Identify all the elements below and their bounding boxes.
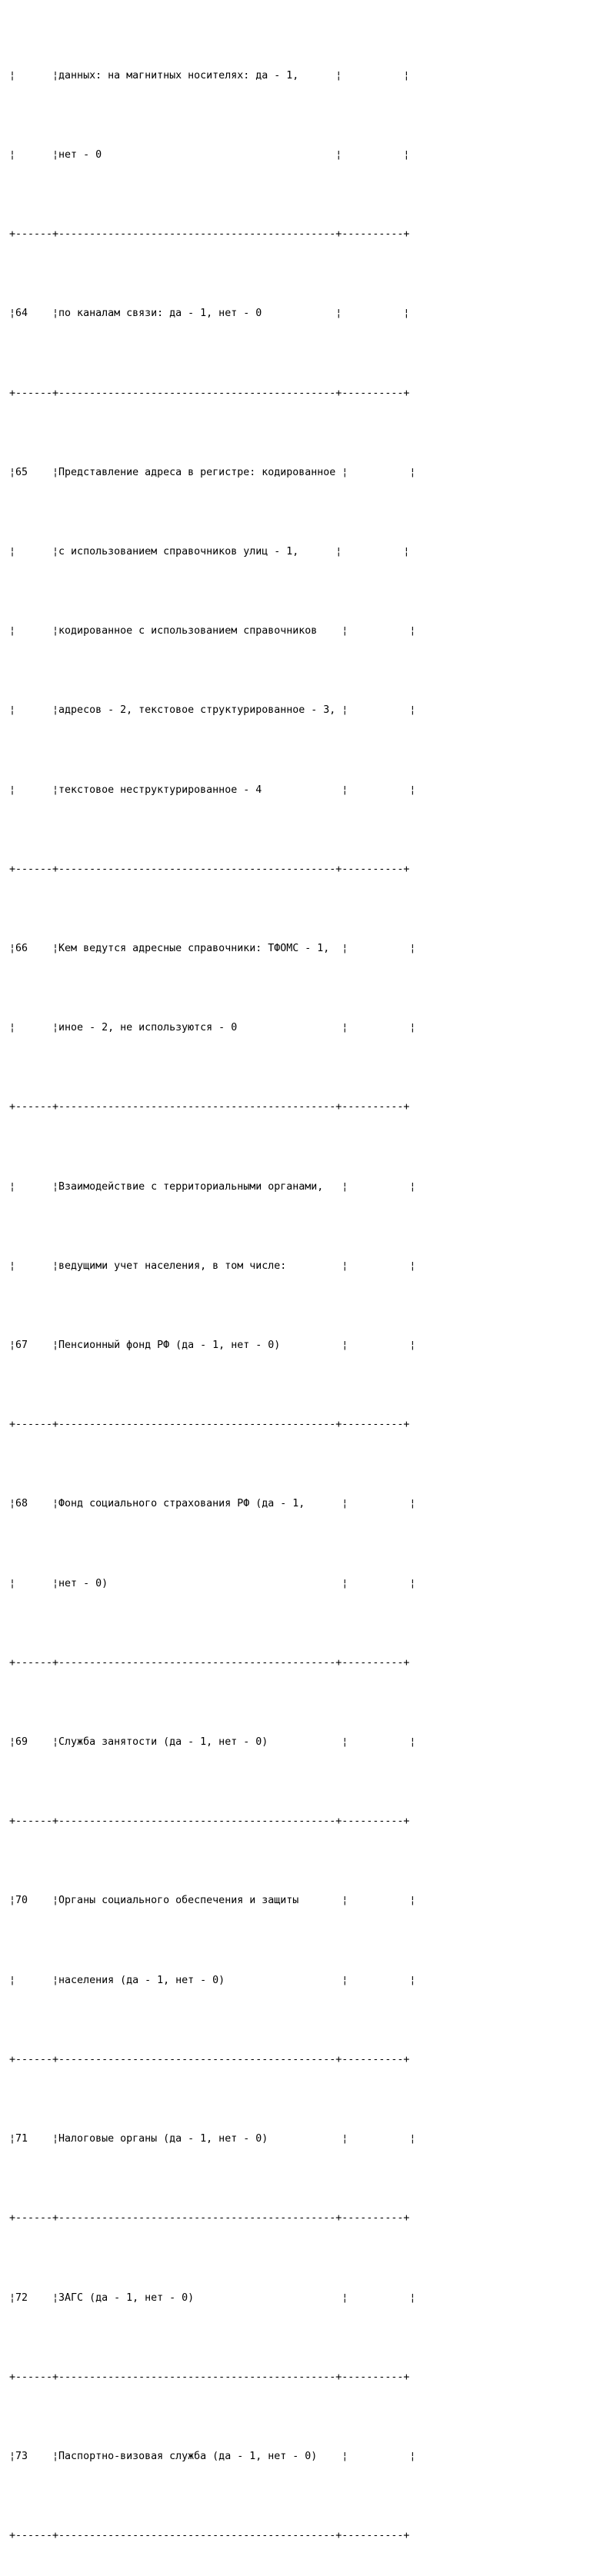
table-row-65-line-3: ¦ ¦кодированное с использованием справочников ¦ ¦ <box>9 625 416 637</box>
table-separator: +------+---------------------------------------------+----------+ <box>9 228 410 241</box>
table-separator: +------+---------------------------------------------+----------+ <box>9 1656 410 1669</box>
table-separator: +------+---------------------------------------------+----------+ <box>9 863 410 875</box>
table-row-70-line-1: ¦70 ¦Органы социального обеспечения и защиты ¦ ¦ <box>9 1895 416 1907</box>
table-row-68-line-1: ¦68 ¦Фонд социального страхования РФ (да - 1, ¦ ¦ <box>9 1498 416 1510</box>
table-separator: +------+---------------------------------------------+----------+ <box>9 2371 410 2383</box>
table-row-65-line-1: ¦65 ¦Представление адреса в регистре: кодированное ¦ ¦ <box>9 466 416 478</box>
document-page <box>9 10 415 2576</box>
table-separator: +------+---------------------------------------------+----------+ <box>9 1419 410 1431</box>
table-row-69: ¦69 ¦Служба занятости (да - 1, нет - 0) ¦ ¦ <box>9 1736 416 1749</box>
table-separator: +------+---------------------------------------------+----------+ <box>9 2530 410 2542</box>
table-separator: +------+---------------------------------------------+----------+ <box>9 2053 410 2065</box>
table-row-continued-line-1: ¦ ¦данных: на магнитных носителях: да - 1, ¦ ¦ <box>9 69 410 82</box>
table-row-65-line-5: ¦ ¦текстовое неструктурированное - 4 ¦ ¦ <box>9 784 416 796</box>
table-row-73: ¦73 ¦Паспортно-визовая служба (да - 1, нет - 0) ¦ ¦ <box>9 2450 416 2462</box>
table-group-heading-line-1: ¦ ¦Взаимодействие с территориальными органами, ¦ ¦ <box>9 1180 416 1193</box>
table-row-68-line-2: ¦ ¦нет - 0) ¦ ¦ <box>9 1577 416 1589</box>
table-row-70-line-2: ¦ ¦населения (да - 1, нет - 0) ¦ ¦ <box>9 1974 416 1986</box>
table-group-heading-line-2: ¦ ¦ведущими учет населения, в том числе: ¦ ¦ <box>9 1260 416 1272</box>
table-row-66-line-1: ¦66 ¦Кем ведутся адресные справочники: ТФОМС - 1, ¦ ¦ <box>9 943 416 955</box>
table-row-65-line-4: ¦ ¦адресов - 2, текстовое структурированное - 3, ¦ ¦ <box>9 704 416 717</box>
table-separator: +------+---------------------------------------------+----------+ <box>9 1816 410 1828</box>
table-row-66-line-2: ¦ ¦иное - 2, не используются - 0 ¦ ¦ <box>9 1022 416 1034</box>
table-row-71: ¦71 ¦Налоговые органы (да - 1, нет - 0) ¦ ¦ <box>9 2133 416 2145</box>
table-row-67: ¦67 ¦Пенсионный фонд РФ (да - 1, нет - 0) ¦ ¦ <box>9 1340 416 1352</box>
table-row-72: ¦72 ¦ЗАГС (да - 1, нет - 0) ¦ ¦ <box>9 2291 416 2304</box>
table-separator: +------+---------------------------------------------+----------+ <box>9 387 410 399</box>
table-row-65-line-2: ¦ ¦с использованием справочников улиц - 1, ¦ ¦ <box>9 546 410 558</box>
table-row-continued-line-2: ¦ ¦нет - 0 ¦ ¦ <box>9 149 410 161</box>
table-separator: +------+---------------------------------------------+----------+ <box>9 2212 410 2225</box>
table-row-64: ¦64 ¦по каналам связи: да - 1, нет - 0 ¦ ¦ <box>9 308 410 320</box>
table-separator: +------+---------------------------------------------+----------+ <box>9 1101 410 1113</box>
